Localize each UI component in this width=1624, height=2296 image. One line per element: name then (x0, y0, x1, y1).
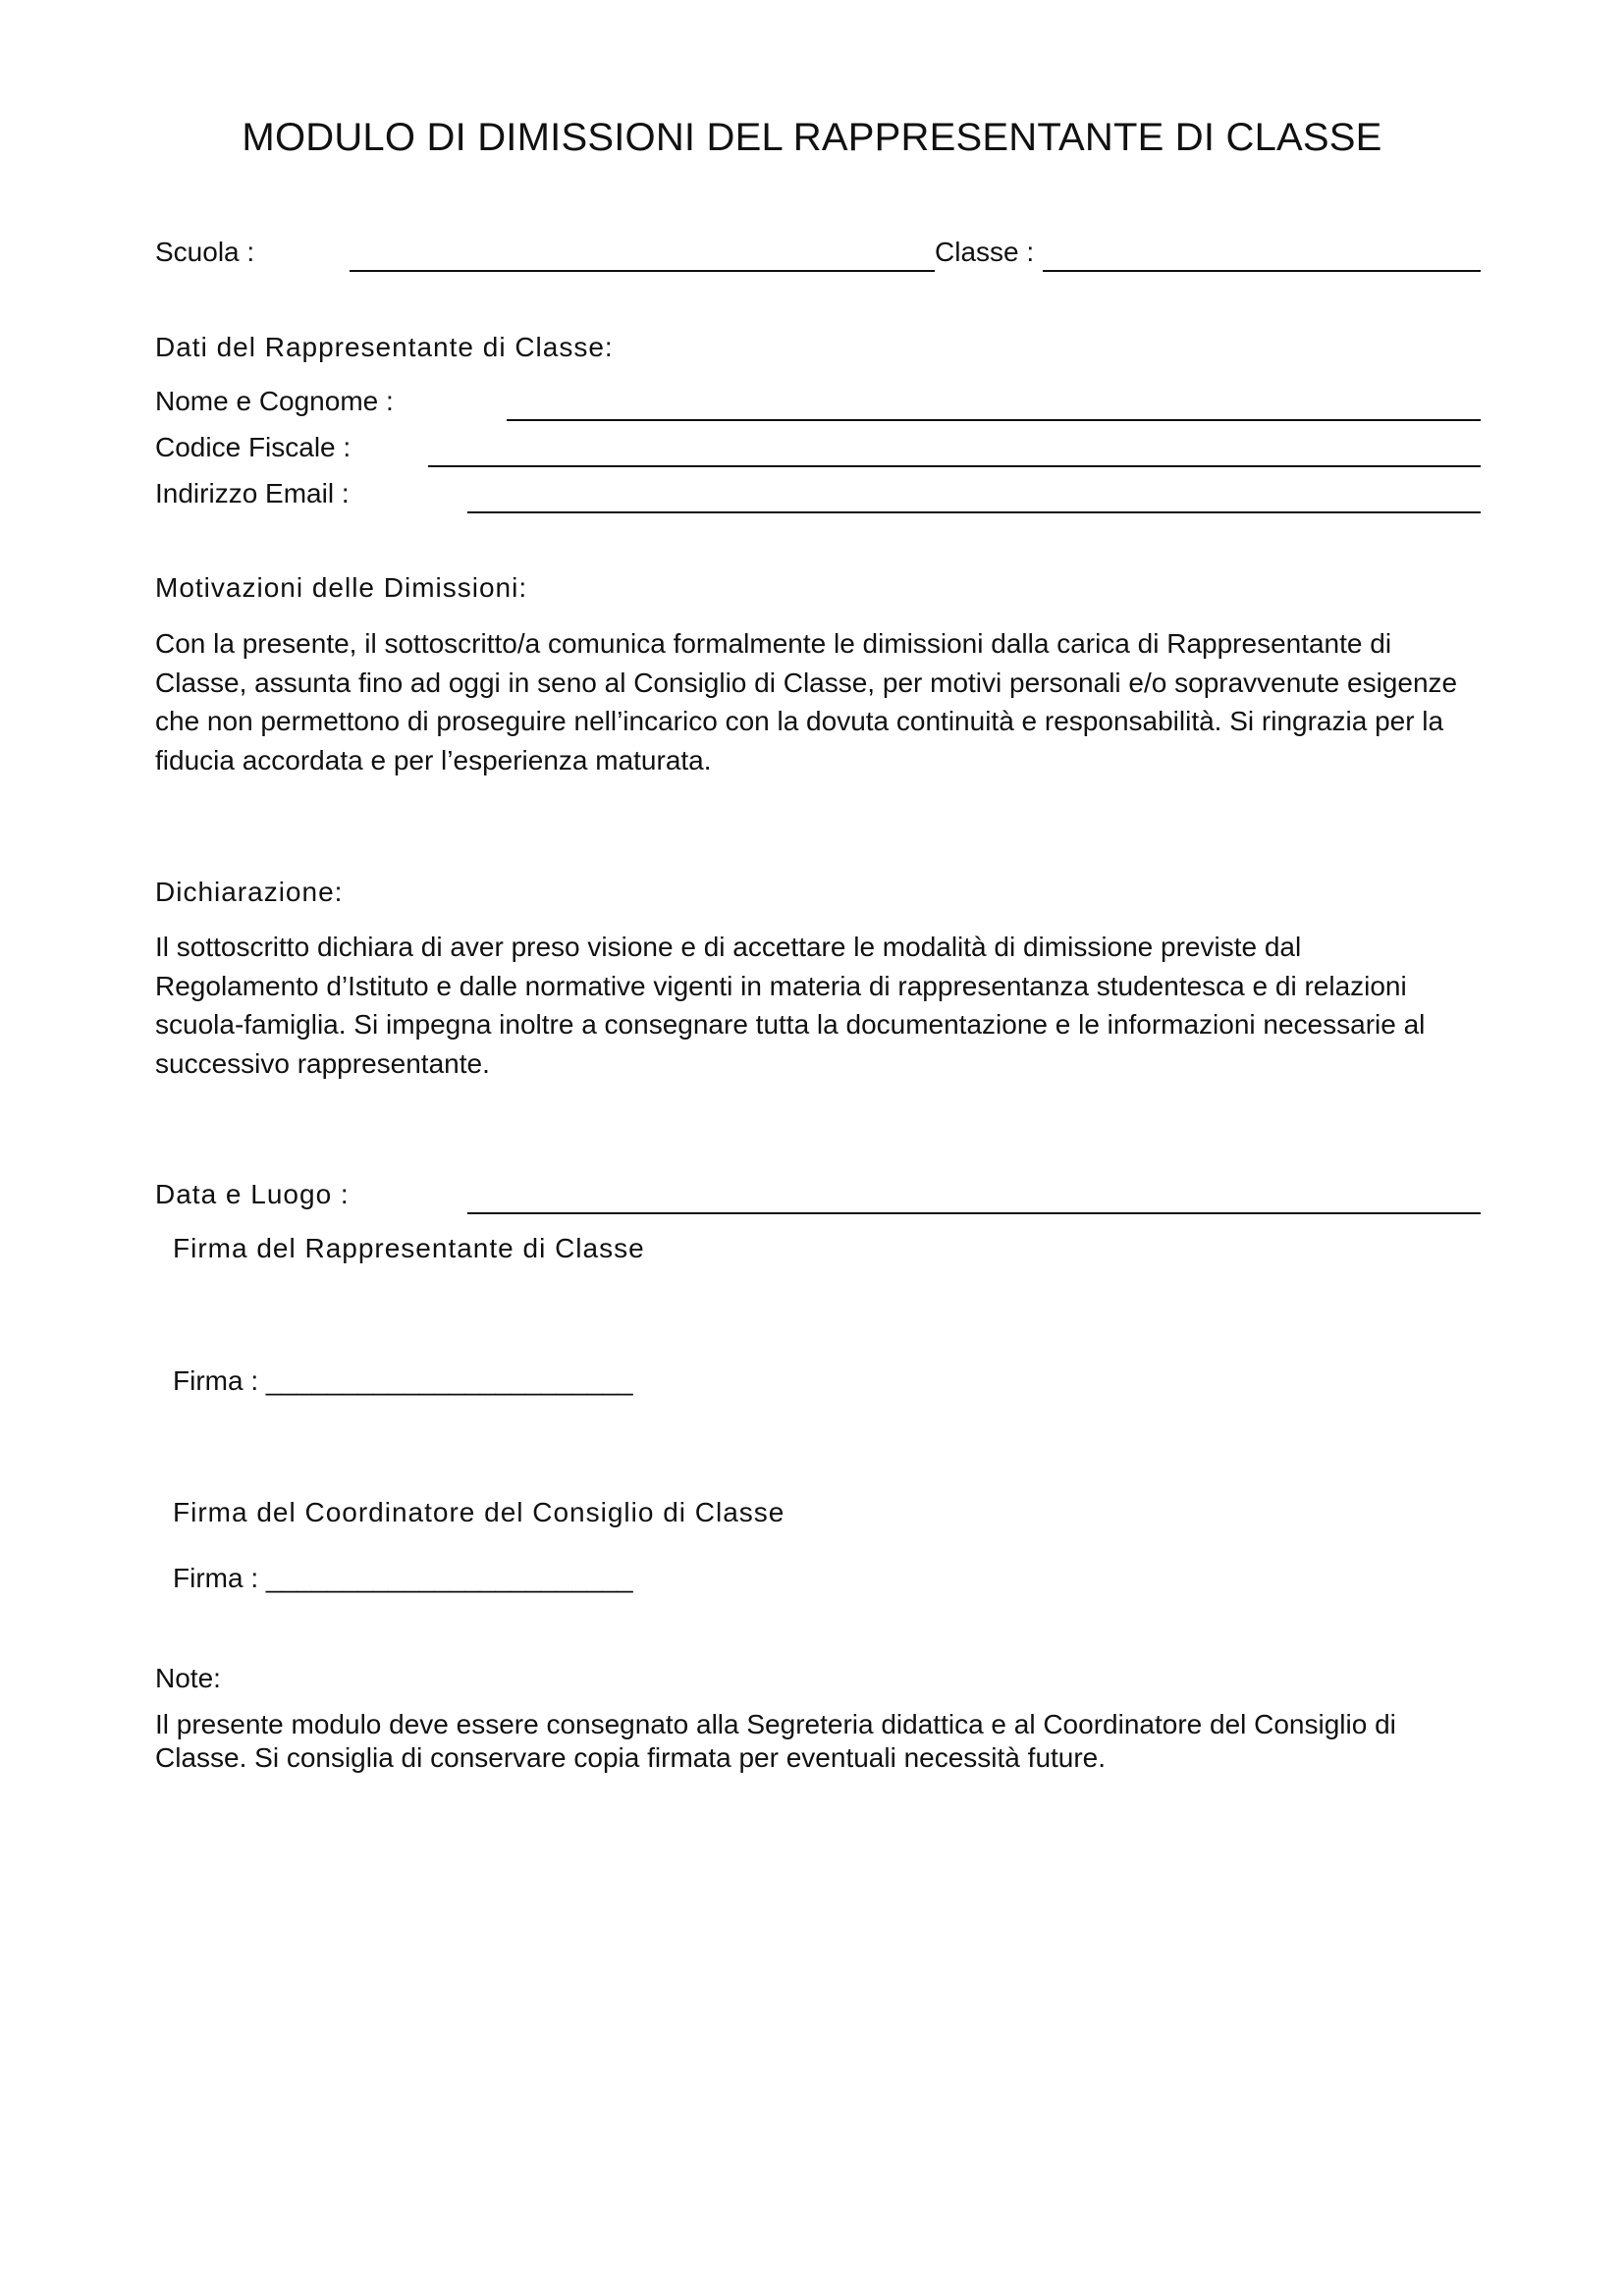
representative-signature-heading: Firma del Rappresentante di Classe (173, 1233, 645, 1263)
name-label: Nome e Cognome : (155, 386, 394, 416)
reasons-heading: Motivazioni delle Dimissioni: (155, 572, 528, 603)
reasons-text: Con la presente, il sottoscritto/a comunica formalmente le dimissioni dalla carica di Rappresentante di Classe, assunta fino ad oggi in seno al Consiglio di Classe, per motivi personali e/o sopravvenute esigenze che non permettono di proseguire nell’incarico con la dovuta continuità e responsabilità. Si ringrazia per la fiducia accordata e per l’esperienza maturata. (155, 628, 1458, 775)
class-field[interactable] (1043, 270, 1481, 272)
notes-heading: Note: (155, 1663, 221, 1693)
school-label: Scuola : (155, 237, 255, 267)
date-place-label: Data e Luogo : (155, 1179, 350, 1209)
representative-heading: Dati del Rappresentante di Classe: (155, 332, 614, 362)
declaration-heading: Dichiarazione: (155, 877, 344, 907)
email-label: Indirizzo Email : (155, 478, 350, 508)
email-field[interactable] (467, 511, 1481, 513)
school-field[interactable] (350, 270, 935, 272)
fiscal-code-label: Codice Fiscale : (155, 432, 352, 462)
representative-signature-field[interactable]: Firma : ________________________ (173, 1365, 633, 1396)
coordinator-signature-heading: Firma del Coordinatore del Consiglio di Classe (173, 1497, 785, 1527)
class-label: Classe : (935, 237, 1035, 267)
notes-text: Il presente modulo deve essere consegnato alla Segreteria didattica e al Coordinatore del Consiglio di Classe. Si consiglia di conservare copia firmata per eventuali necessità future. (155, 1709, 1396, 1773)
declaration-text: Il sottoscritto dichiara di aver preso visione e di accettare le modalità di dimissione previste dal Regolamento d’Istituto e dalle normative vigenti in materia di rappresentanza studentesca e di relazioni scuola-famiglia. Si impegna inoltre a consegnare tutta la documentazione e le informazioni necessarie al successivo rappresentante. (155, 932, 1426, 1079)
name-field[interactable] (507, 419, 1481, 421)
document-title: MODULO DI DIMISSIONI DEL RAPPRESENTANTE DI CLASSE (242, 116, 1382, 159)
coordinator-signature-field[interactable]: Firma : ________________________ (173, 1563, 633, 1593)
date-place-field[interactable] (467, 1212, 1481, 1214)
fiscal-code-field[interactable] (428, 465, 1481, 467)
